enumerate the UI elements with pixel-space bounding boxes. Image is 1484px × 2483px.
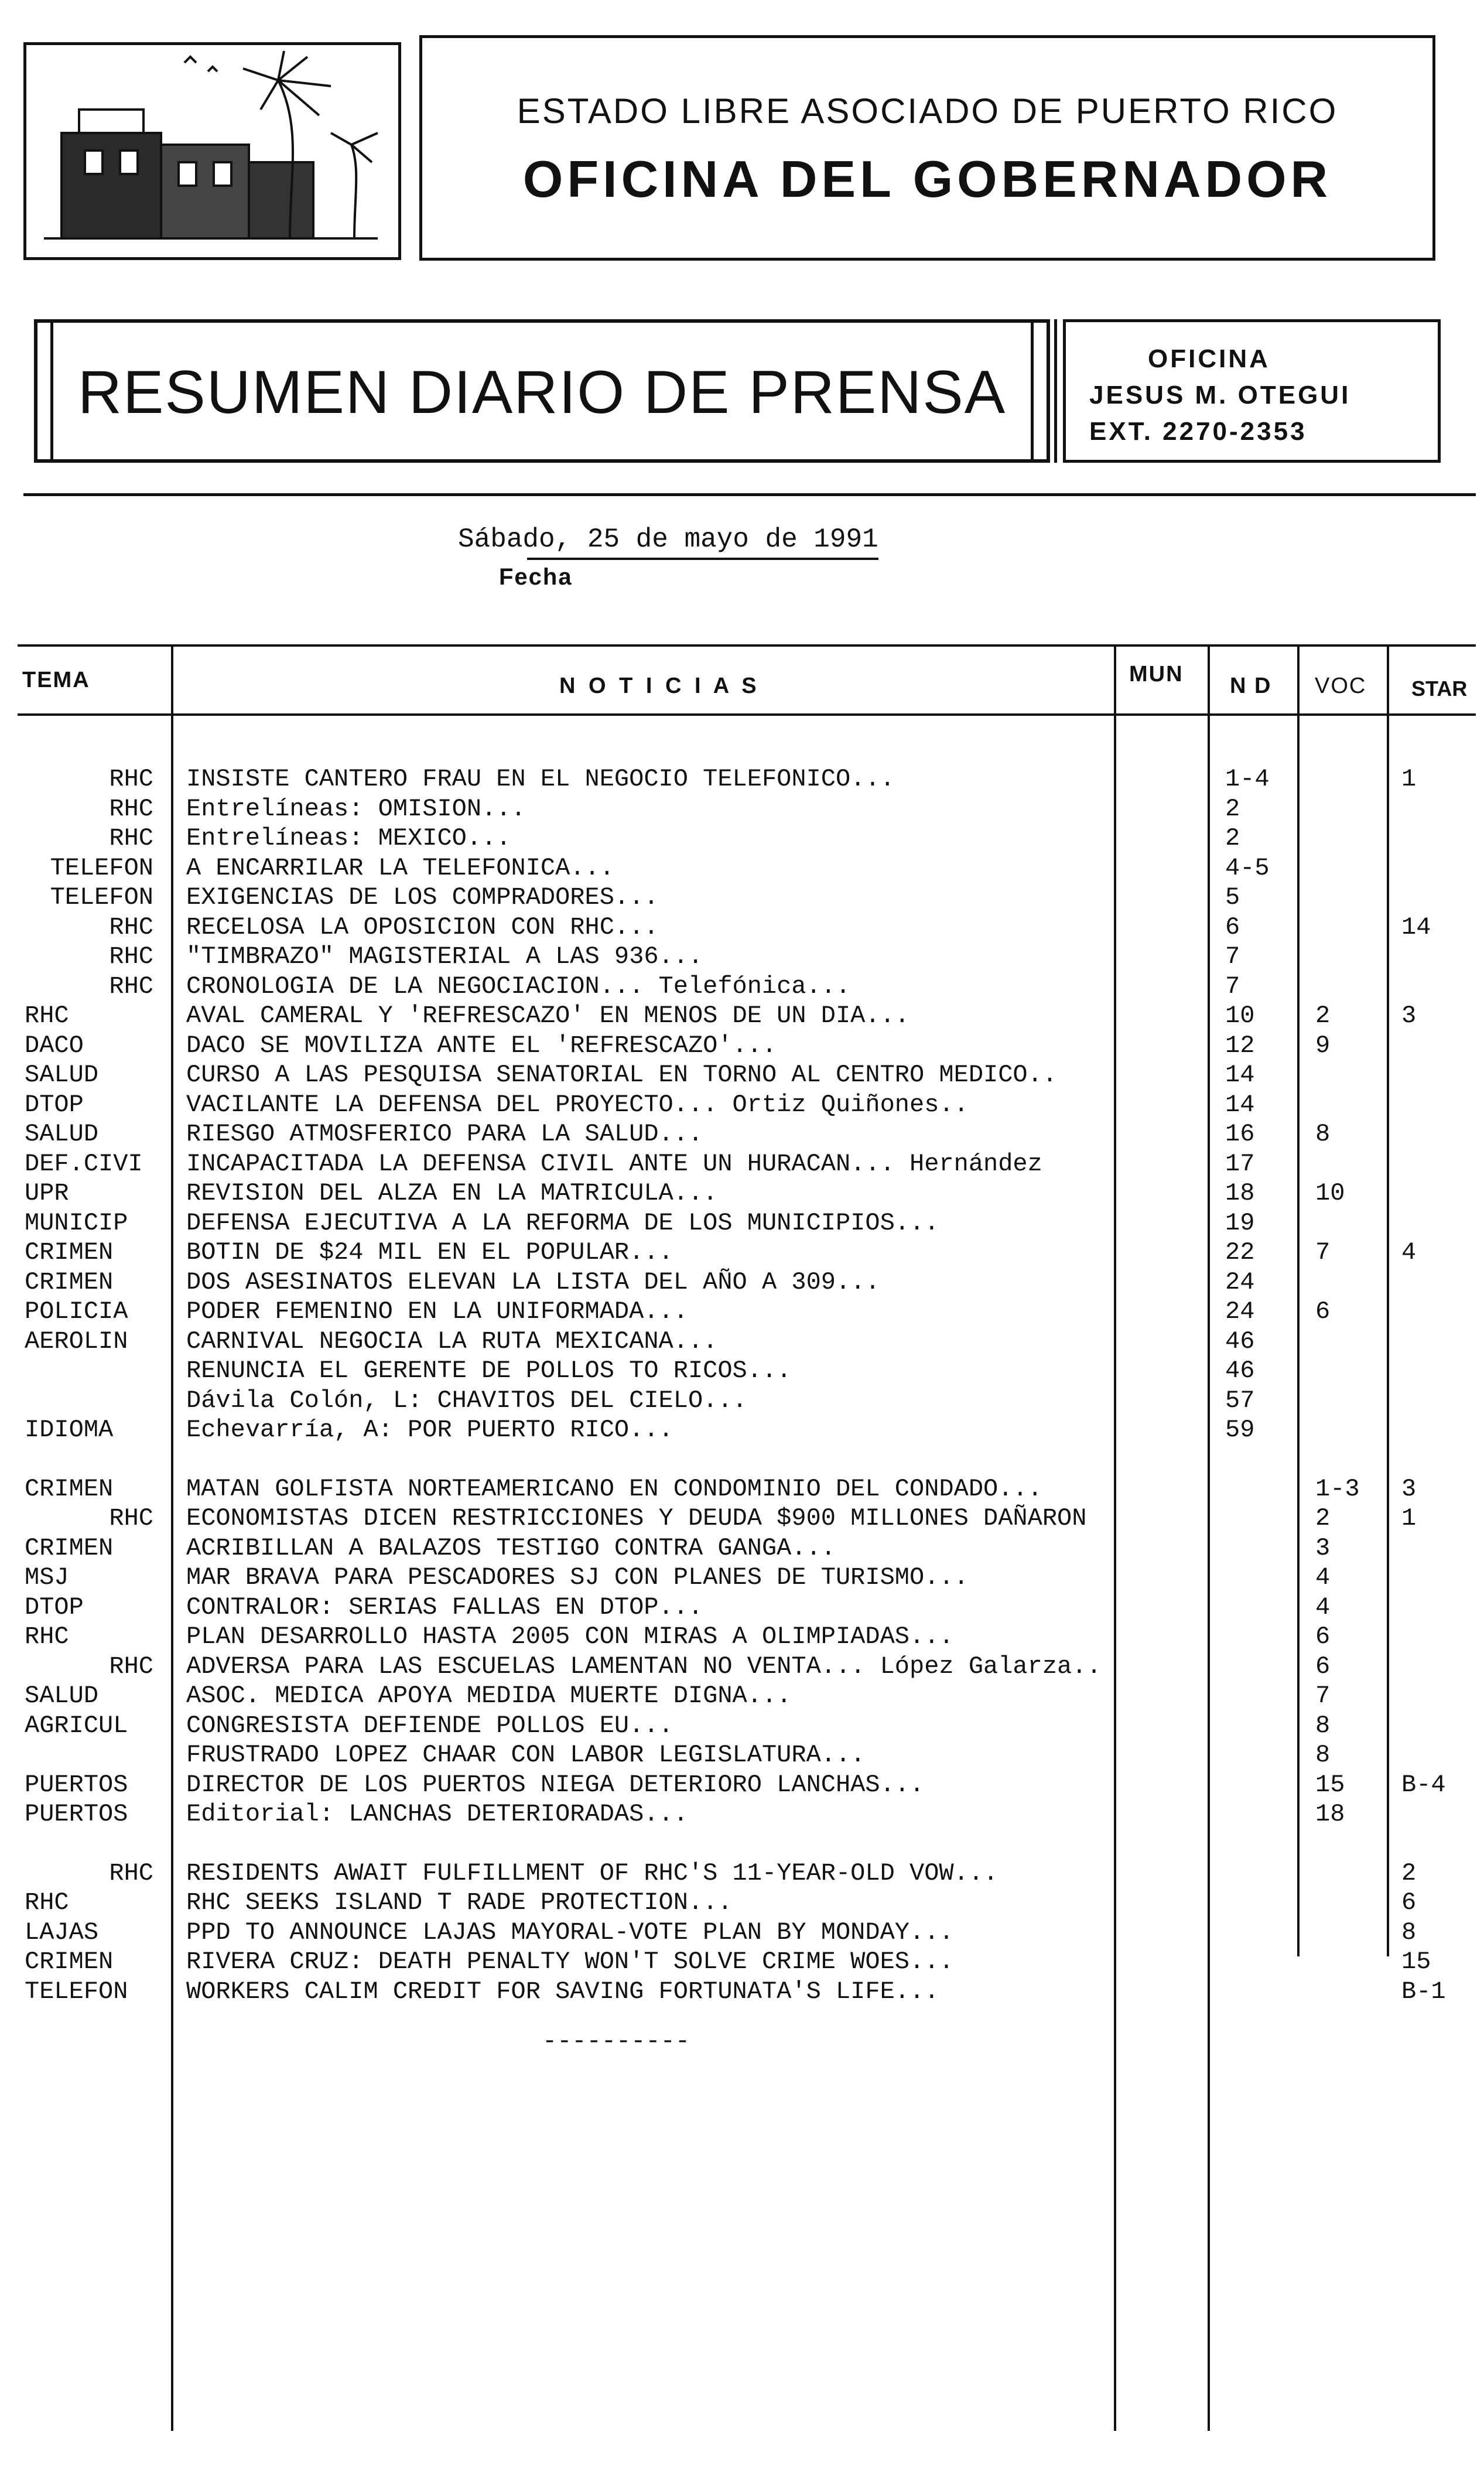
row-headline: CURSO A LAS PESQUISA SENATORIAL EN TORNO AL CENTRO MEDICO.. bbox=[186, 1061, 1058, 1089]
table-row bbox=[0, 913, 1484, 942]
table-row bbox=[0, 1208, 1484, 1238]
row-headline: RHC SEEKS ISLAND T RADE PROTECTION... bbox=[186, 1888, 733, 1917]
row-nd: 10 bbox=[1225, 1002, 1255, 1030]
row-headline: RIESGO ATMOSFERICO PARA LA SALUD... bbox=[186, 1120, 703, 1148]
row-headline: VACILANTE LA DEFENSA DEL PROYECTO... Ortiz Quiñones.. bbox=[186, 1090, 969, 1119]
header-voc: VOC bbox=[1315, 674, 1367, 698]
header-tema: TEMA bbox=[22, 668, 90, 692]
row-tema: AGRICUL bbox=[25, 1711, 128, 1740]
row-tema: LAJAS bbox=[25, 1918, 99, 1946]
table-row bbox=[0, 972, 1484, 1001]
row-star: 2 bbox=[1401, 1859, 1417, 1887]
row-nd: 17 bbox=[1225, 1149, 1255, 1178]
row-voc: 15 bbox=[1315, 1770, 1345, 1799]
row-star: B-4 bbox=[1401, 1770, 1446, 1799]
row-nd: 6 bbox=[1225, 913, 1240, 941]
row-tema: PUERTOS bbox=[25, 1770, 128, 1799]
row-headline: CONTRALOR: SERIAS FALLAS EN DTOP... bbox=[186, 1593, 703, 1621]
row-nd: 4-5 bbox=[1225, 853, 1270, 882]
row-headline: Entrelíneas: MEXICO... bbox=[186, 824, 511, 852]
office-name: JESUS M. OTEGUI bbox=[1089, 381, 1351, 409]
row-tema: RHC bbox=[25, 1888, 69, 1917]
table-row bbox=[0, 1859, 1484, 1888]
row-tema: RHC bbox=[109, 794, 153, 823]
row-voc: 6 bbox=[1315, 1652, 1331, 1681]
table-row bbox=[0, 1947, 1484, 1976]
row-tema: SALUD bbox=[25, 1120, 99, 1148]
row-headline: ECONOMISTAS DICEN RESTRICCIONES Y DEUDA $900 MILLONES DAÑARON bbox=[186, 1504, 1087, 1532]
office-label: OFICINA bbox=[1148, 344, 1270, 373]
row-tema: POLICIA bbox=[25, 1297, 128, 1326]
row-headline: PPD TO ANNOUNCE LAJAS MAYORAL-VOTE PLAN BY MONDAY... bbox=[186, 1918, 954, 1946]
row-nd: 24 bbox=[1225, 1268, 1255, 1296]
table-row bbox=[0, 1238, 1484, 1267]
row-voc: 3 bbox=[1315, 1533, 1331, 1562]
row-headline: CARNIVAL NEGOCIA LA RUTA MEXICANA... bbox=[186, 1327, 718, 1355]
row-headline: ASOC. MEDICA APOYA MEDIDA MUERTE DIGNA... bbox=[186, 1682, 792, 1710]
table-row bbox=[0, 1119, 1484, 1149]
table-row bbox=[0, 1356, 1484, 1385]
row-tema: DTOP bbox=[25, 1090, 84, 1119]
header-line1: ESTADO LIBRE ASOCIADO DE PUERTO RICO bbox=[517, 91, 1338, 131]
header-mun: MUN bbox=[1129, 662, 1184, 687]
table-row bbox=[0, 1888, 1484, 1917]
header-star: STAR bbox=[1411, 677, 1468, 701]
row-headline: INSISTE CANTERO FRAU EN EL NEGOCIO TELEFONICO... bbox=[186, 765, 895, 793]
row-tema: MUNICIP bbox=[25, 1208, 128, 1237]
table-row bbox=[0, 1652, 1484, 1681]
table-row bbox=[0, 1415, 1484, 1444]
row-tema: MSJ bbox=[25, 1563, 69, 1591]
table-row bbox=[0, 1090, 1484, 1119]
row-tema: TELEFON bbox=[50, 853, 153, 882]
table-row bbox=[0, 1297, 1484, 1326]
table-row bbox=[0, 1918, 1484, 1947]
row-headline: WORKERS CALIM CREDIT FOR SAVING FORTUNATA'S LIFE... bbox=[186, 1977, 939, 2006]
row-headline: PLAN DESARROLLO HASTA 2005 CON MIRAS A OLIMPIADAS... bbox=[186, 1623, 954, 1651]
row-voc: 6 bbox=[1315, 1623, 1331, 1651]
row-tema: DEF.CIVI bbox=[25, 1149, 143, 1178]
row-voc: 6 bbox=[1315, 1297, 1331, 1326]
row-tema: RHC bbox=[25, 1002, 69, 1030]
table-row bbox=[0, 1770, 1484, 1799]
row-nd: 2 bbox=[1225, 824, 1240, 852]
row-nd: 14 bbox=[1225, 1061, 1255, 1089]
row-headline: DACO SE MOVILIZA ANTE EL 'REFRESCAZO'... bbox=[186, 1031, 777, 1060]
header-nd: N D bbox=[1230, 674, 1272, 698]
table-row bbox=[0, 1504, 1484, 1533]
row-headline: MATAN GOLFISTA NORTEAMERICANO EN CONDOMINIO DEL CONDADO... bbox=[186, 1474, 1042, 1503]
row-voc: 4 bbox=[1315, 1593, 1331, 1621]
row-voc: 10 bbox=[1315, 1179, 1345, 1207]
row-nd: 12 bbox=[1225, 1031, 1255, 1060]
table-row bbox=[0, 1327, 1484, 1356]
row-star: 1 bbox=[1401, 1504, 1417, 1532]
header-noticias: N O T I C I A S bbox=[559, 674, 760, 698]
row-tema: RHC bbox=[109, 824, 153, 852]
row-headline: "TIMBRAZO" MAGISTERIAL A LAS 936... bbox=[186, 942, 703, 971]
row-tema: UPR bbox=[25, 1179, 69, 1207]
row-voc: 1-3 bbox=[1315, 1474, 1360, 1503]
banner-title: RESUMEN DIARIO DE PRENSA bbox=[77, 358, 1007, 426]
row-star: 3 bbox=[1401, 1002, 1417, 1030]
row-tema: SALUD bbox=[25, 1061, 99, 1089]
header-line2: OFICINA DEL GOBERNADOR bbox=[522, 150, 1332, 208]
table-row bbox=[0, 1563, 1484, 1592]
table-row bbox=[0, 1711, 1484, 1740]
row-nd: 7 bbox=[1225, 972, 1240, 1000]
row-headline: DOS ASESINATOS ELEVAN LA LISTA DEL AÑO A 309... bbox=[186, 1268, 880, 1296]
row-nd: 19 bbox=[1225, 1208, 1255, 1237]
row-tema: AEROLIN bbox=[25, 1327, 128, 1355]
row-headline: PODER FEMENINO EN LA UNIFORMADA... bbox=[186, 1297, 688, 1326]
row-nd: 57 bbox=[1225, 1386, 1255, 1415]
row-star: 4 bbox=[1401, 1238, 1417, 1266]
row-star: 6 bbox=[1401, 1888, 1417, 1917]
row-tema: RHC bbox=[109, 765, 153, 793]
row-voc: 9 bbox=[1315, 1031, 1331, 1060]
row-tema: RHC bbox=[25, 1623, 69, 1651]
table-row bbox=[0, 1386, 1484, 1415]
table-row bbox=[0, 1179, 1484, 1208]
row-tema: CRIMEN bbox=[25, 1533, 114, 1562]
row-nd: 16 bbox=[1225, 1120, 1255, 1148]
row-headline: CRONOLOGIA DE LA NEGOCIACION... Telefónica... bbox=[186, 972, 851, 1000]
table-row bbox=[0, 1031, 1484, 1060]
row-headline: RESIDENTS AWAIT FULFILLMENT OF RHC'S 11-YEAR-OLD VOW... bbox=[186, 1859, 999, 1887]
table-row bbox=[0, 1533, 1484, 1563]
row-headline: CONGRESISTA DEFIENDE POLLOS EU... bbox=[186, 1711, 673, 1740]
row-headline: Editorial: LANCHAS DETERIORADAS... bbox=[186, 1800, 688, 1828]
table-row bbox=[0, 1977, 1484, 2006]
date-label: Fecha bbox=[499, 564, 573, 590]
row-tema: RHC bbox=[109, 1652, 153, 1681]
table-row bbox=[0, 883, 1484, 912]
row-voc: 2 bbox=[1315, 1504, 1331, 1532]
row-voc: 8 bbox=[1315, 1120, 1331, 1148]
row-headline: DIRECTOR DE LOS PUERTOS NIEGA DETERIORO LANCHAS... bbox=[186, 1770, 925, 1799]
row-star: 1 bbox=[1401, 765, 1417, 793]
row-tema: TELEFON bbox=[25, 1977, 128, 2006]
row-headline: BOTIN DE $24 MIL EN EL POPULAR... bbox=[186, 1238, 673, 1266]
row-star: 8 bbox=[1401, 1918, 1417, 1946]
row-star: 3 bbox=[1401, 1474, 1417, 1503]
row-headline: REVISION DEL ALZA EN LA MATRICULA... bbox=[186, 1179, 718, 1207]
row-headline: A ENCARRILAR LA TELEFONICA... bbox=[186, 853, 614, 882]
row-voc: 8 bbox=[1315, 1741, 1331, 1769]
row-headline: ADVERSA PARA LAS ESCUELAS LAMENTAN NO VENTA... López Galarza.. bbox=[186, 1652, 1102, 1681]
row-headline: AVAL CAMERAL Y 'REFRESCAZO' EN MENOS DE UN DIA... bbox=[186, 1002, 910, 1030]
table-row bbox=[0, 1799, 1484, 1829]
table-row bbox=[0, 1622, 1484, 1651]
row-tema: DACO bbox=[25, 1031, 84, 1060]
end-mark: ---------- bbox=[542, 2027, 690, 2055]
row-headline: RIVERA CRUZ: DEATH PENALTY WON'T SOLVE CRIME WOES... bbox=[186, 1948, 954, 1976]
row-nd: 14 bbox=[1225, 1090, 1255, 1119]
row-headline: MAR BRAVA PARA PESCADORES SJ CON PLANES DE TURISMO... bbox=[186, 1563, 969, 1591]
row-headline: Dávila Colón, L: CHAVITOS DEL CIELO... bbox=[186, 1386, 747, 1415]
row-headline: RENUNCIA EL GERENTE DE POLLOS TO RICOS... bbox=[186, 1357, 792, 1385]
row-nd: 2 bbox=[1225, 794, 1240, 823]
table-row bbox=[0, 853, 1484, 883]
table-row bbox=[0, 942, 1484, 971]
row-nd: 1-4 bbox=[1225, 765, 1270, 793]
table-row bbox=[0, 1001, 1484, 1030]
row-tema: IDIOMA bbox=[25, 1416, 114, 1444]
row-tema: RHC bbox=[109, 1859, 153, 1887]
row-headline: ACRIBILLAN A BALAZOS TESTIGO CONTRA GANGA... bbox=[186, 1533, 836, 1562]
row-tema: DTOP bbox=[25, 1593, 84, 1621]
date-value: Sábado, 25 de mayo de 1991 bbox=[458, 524, 878, 555]
row-tema: CRIMEN bbox=[25, 1474, 114, 1503]
row-voc: 7 bbox=[1315, 1238, 1331, 1266]
row-nd: 24 bbox=[1225, 1297, 1255, 1326]
row-tema: RHC bbox=[109, 1504, 153, 1532]
table-row bbox=[0, 1060, 1484, 1089]
office-ext: EXT. 2270-2353 bbox=[1089, 417, 1307, 446]
row-headline: DEFENSA EJECUTIVA A LA REFORMA DE LOS MUNICIPIOS... bbox=[186, 1208, 939, 1237]
row-tema: TELEFON bbox=[50, 883, 153, 911]
table-row bbox=[0, 1474, 1484, 1504]
row-headline: Echevarría, A: POR PUERTO RICO... bbox=[186, 1416, 673, 1444]
row-nd: 18 bbox=[1225, 1179, 1255, 1207]
row-headline: RECELOSA LA OPOSICION CON RHC... bbox=[186, 913, 659, 941]
table-row bbox=[0, 764, 1484, 794]
row-tema: PUERTOS bbox=[25, 1800, 128, 1828]
row-nd: 46 bbox=[1225, 1327, 1255, 1355]
table-row bbox=[0, 794, 1484, 824]
table-row bbox=[0, 1149, 1484, 1179]
row-tema: RHC bbox=[109, 972, 153, 1000]
row-tema: CRIMEN bbox=[25, 1948, 114, 1976]
row-nd: 59 bbox=[1225, 1416, 1255, 1444]
row-star: B-1 bbox=[1401, 1977, 1446, 2006]
table-row bbox=[0, 1268, 1484, 1297]
row-nd: 46 bbox=[1225, 1357, 1255, 1385]
row-tema: RHC bbox=[109, 942, 153, 971]
row-headline: FRUSTRADO LOPEZ CHAAR CON LABOR LEGISLATURA... bbox=[186, 1741, 866, 1769]
row-nd: 22 bbox=[1225, 1238, 1255, 1266]
row-voc: 8 bbox=[1315, 1711, 1331, 1740]
row-voc: 18 bbox=[1315, 1800, 1345, 1828]
row-headline: Entrelíneas: OMISION... bbox=[186, 794, 526, 823]
table-row bbox=[0, 1593, 1484, 1622]
row-tema: CRIMEN bbox=[25, 1238, 114, 1266]
row-nd: 5 bbox=[1225, 883, 1240, 911]
table-row bbox=[0, 1740, 1484, 1770]
row-headline: EXIGENCIAS DE LOS COMPRADORES... bbox=[186, 883, 659, 911]
row-tema: CRIMEN bbox=[25, 1268, 114, 1296]
row-voc: 4 bbox=[1315, 1563, 1331, 1591]
row-tema: RHC bbox=[109, 913, 153, 941]
table-row bbox=[0, 824, 1484, 853]
row-nd: 7 bbox=[1225, 942, 1240, 971]
row-headline: INCAPACITADA LA DEFENSA CIVIL ANTE UN HURACAN... Hernández bbox=[186, 1149, 1042, 1178]
row-star: 15 bbox=[1401, 1948, 1431, 1976]
row-voc: 7 bbox=[1315, 1682, 1331, 1710]
row-voc: 2 bbox=[1315, 1002, 1331, 1030]
table-row bbox=[0, 1681, 1484, 1710]
row-tema: SALUD bbox=[25, 1682, 99, 1710]
row-star: 14 bbox=[1401, 913, 1431, 941]
